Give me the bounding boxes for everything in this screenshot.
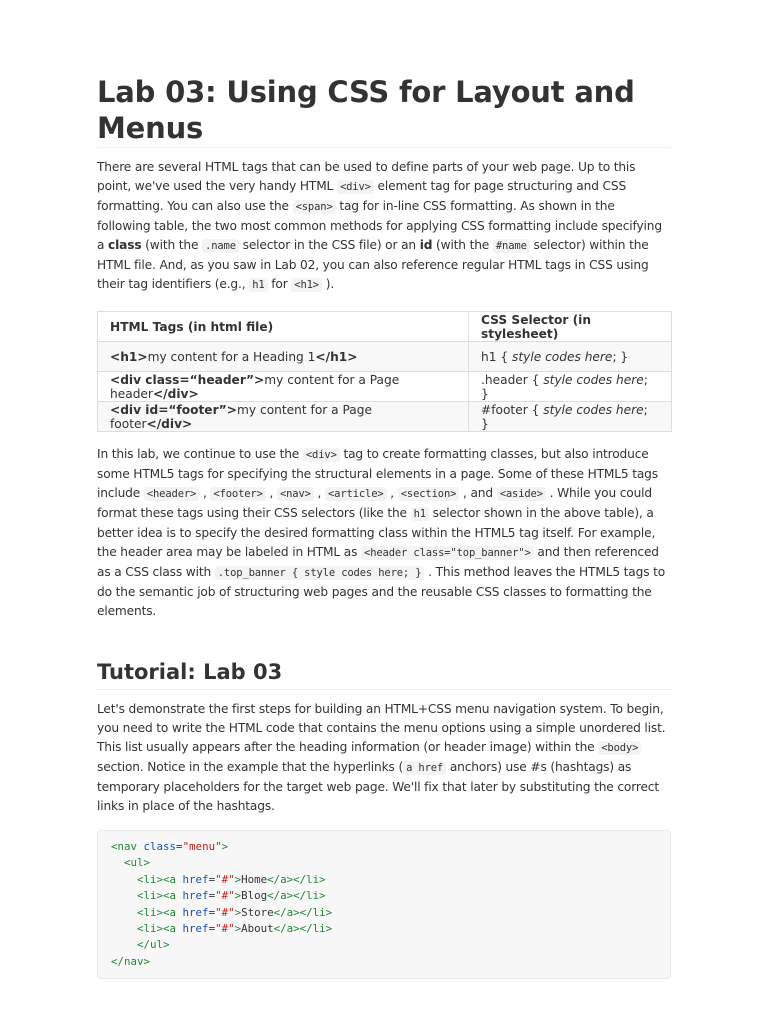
text-run: anchors) use #s (hashtags) as temporary placeholders for the target web page. We'll fix that later by substituting the correct links in place of the hashtags. xyxy=(97,760,659,813)
inline-code: <footer> xyxy=(210,487,265,501)
selector-em: style codes here xyxy=(543,372,644,387)
code-token: href xyxy=(182,889,209,903)
selector-end: ; } xyxy=(612,349,629,364)
selector-end: ; } xyxy=(481,372,648,401)
inline-code: <div> xyxy=(303,448,340,462)
text-run: , xyxy=(386,486,398,500)
text-run: , xyxy=(313,486,326,500)
table-cell-css xyxy=(469,402,672,432)
document-page xyxy=(97,0,671,979)
table-cell-css xyxy=(469,372,672,402)
text-run: tag to create formatting classes, but also introduce some HTML5 tags for specifying the structural elements in a page. Some of these HTML5 tags include xyxy=(97,447,658,500)
code-token: </nav> xyxy=(111,954,151,968)
code-token: </a></li> xyxy=(273,905,333,919)
tag-close: </div> xyxy=(152,386,199,401)
code-item-about: About xyxy=(241,922,274,936)
code-token: </a></li> xyxy=(273,922,333,936)
code-token: </ul> xyxy=(137,938,170,952)
code-token: "#" xyxy=(215,922,235,936)
inline-code: <h1> xyxy=(291,278,322,292)
text-run: Let's demonstrate the first steps for building an HTML+CSS menu navigation system. To begin, you need to write the HTML code that contains the menu options using a simple unordered list. This list usually appears after the heading information (or header image) within the xyxy=(97,702,666,754)
code-token: <li><a xyxy=(137,905,177,919)
code-token: </a></li> xyxy=(267,889,326,903)
code-token: "#" xyxy=(215,889,235,903)
cell-text: my content for a Page header xyxy=(110,372,400,401)
text-run: (with the xyxy=(141,238,203,252)
code-token: href xyxy=(182,872,209,886)
inline-code: h1 xyxy=(249,278,267,292)
page-title: Lab 03: Using CSS for Layout and Menus xyxy=(97,0,671,148)
inline-code: <body> xyxy=(598,741,641,755)
tag-open: <div class=“header”> xyxy=(110,372,265,387)
code-token: > xyxy=(234,889,242,903)
text-run: for xyxy=(267,277,292,291)
inline-code: <header class="top_banner"> xyxy=(361,546,534,560)
html5-paragraph xyxy=(97,445,671,621)
inline-code: <nav> xyxy=(277,487,314,501)
code-item-store: Store xyxy=(241,905,274,919)
inline-code: <div> xyxy=(337,180,374,194)
code-item-home: Home xyxy=(241,872,268,886)
text-run: ). xyxy=(321,277,335,291)
inline-code: <header> xyxy=(144,487,199,501)
intro-paragraph xyxy=(97,158,671,295)
text-run: (with the xyxy=(432,238,493,252)
code-token: > xyxy=(234,922,242,936)
code-token: </a></li> xyxy=(267,872,326,886)
table-header-css: CSS Selector (in stylesheet) xyxy=(469,312,672,342)
table-row xyxy=(98,342,672,372)
code-token: <nav xyxy=(111,840,138,853)
inline-code: .name xyxy=(202,239,239,253)
text-run: selector) within the HTML file. And, as you saw in Lab 02, you can also reference regular HTML tags in CSS using their tag identifiers (e.g., xyxy=(97,238,649,291)
selector-table xyxy=(97,311,672,432)
table-cell-html xyxy=(98,372,469,402)
code-token: href xyxy=(182,905,209,919)
inline-code: .top_banner { style codes here; } xyxy=(215,566,425,580)
tutorial-paragraph xyxy=(97,700,671,816)
inline-code: <section> xyxy=(398,487,460,501)
table-header-row xyxy=(98,312,672,342)
table-cell-html xyxy=(98,342,469,372)
bold-term: id xyxy=(419,238,433,252)
cell-text: my content for a Heading 1 xyxy=(147,349,316,364)
code-token: <li><a xyxy=(137,889,177,903)
text-run: , and xyxy=(459,486,497,500)
code-token: "#" xyxy=(215,905,235,919)
inline-code: #name xyxy=(493,239,530,253)
code-block: <nav class="menu"> <ul> <li><a href="#">Home</a></li> <li><a href="#">Blog</a></li> <li><a href="#">Store</a></li> <li><a href="#">About</a></li> </ul> </nav> xyxy=(97,830,671,979)
text-run: selector shown in the above table), a better idea is to specify the desired formatting class within the HTML5 tag itself. For example, the header area may be labeled in HTML as xyxy=(97,506,656,559)
code-token: > xyxy=(234,872,242,886)
code-token: <li><a xyxy=(137,922,177,936)
text-run: element tag for page structuring and CSS formatting. You can also use the xyxy=(97,179,627,213)
table-header-html: HTML Tags (in html file) xyxy=(98,312,469,342)
text-run: . While you could format these tags using their CSS selectors (like the xyxy=(97,486,653,520)
cell-text: my content for a Page footer xyxy=(110,402,373,431)
table-row xyxy=(98,372,672,402)
tutorial-heading: Tutorial: Lab 03 xyxy=(97,659,671,690)
code-token: <li><a xyxy=(137,872,177,886)
code-token: > xyxy=(234,905,242,919)
text-run: In this lab, we continue to use the xyxy=(97,447,303,461)
selector-end: ; } xyxy=(481,402,648,431)
text-run: , xyxy=(199,486,211,500)
tag-close: </h1> xyxy=(315,349,358,364)
text-run: section. Notice in the example that the hyperlinks ( xyxy=(97,760,404,774)
code-token: class xyxy=(143,840,177,853)
code-token: href xyxy=(182,922,209,936)
text-run: and then referenced as a CSS class with xyxy=(97,545,659,579)
selector-em: style codes here xyxy=(543,402,644,417)
text-run: There are several HTML tags that can be used to define parts of your web page. Up to this point, we've used the very handy HTML xyxy=(97,160,636,193)
table-cell-css xyxy=(469,342,672,372)
inline-code: a href xyxy=(403,761,446,775)
selector-text: #footer { xyxy=(481,402,544,417)
code-token: "#" xyxy=(215,872,235,886)
inline-code: <article> xyxy=(325,487,387,501)
table-cell-html xyxy=(98,402,469,432)
tag-close: </div> xyxy=(146,416,193,431)
selector-em: style codes here xyxy=(511,349,613,364)
table-row xyxy=(98,402,672,432)
code-item-blog: Blog xyxy=(241,889,268,903)
selector-text: .header { xyxy=(481,372,544,387)
code-token: > xyxy=(221,840,229,853)
inline-code: <span> xyxy=(293,200,336,214)
inline-code: h1 xyxy=(411,507,429,521)
tag-open: <h1> xyxy=(110,349,148,364)
bold-term: class xyxy=(108,238,142,252)
text-run: tag for in-line CSS formatting. As shown in the following table, the two most common methods for applying CSS formatting include specifying a xyxy=(97,199,662,252)
code-token: "menu" xyxy=(182,840,222,853)
code-token: <ul> xyxy=(124,856,151,870)
text-run: . This method leaves the HTML5 tags to do the semantic job of structuring web pages and the reusable CSS classes to formatting the elements. xyxy=(97,565,666,618)
inline-code: <aside> xyxy=(497,487,546,501)
tag-open: <div id=“footer”> xyxy=(110,402,238,417)
text-run: , xyxy=(265,486,277,500)
text-run: selector in the CSS file) or an xyxy=(238,238,420,252)
selector-text: h1 { xyxy=(481,349,512,364)
